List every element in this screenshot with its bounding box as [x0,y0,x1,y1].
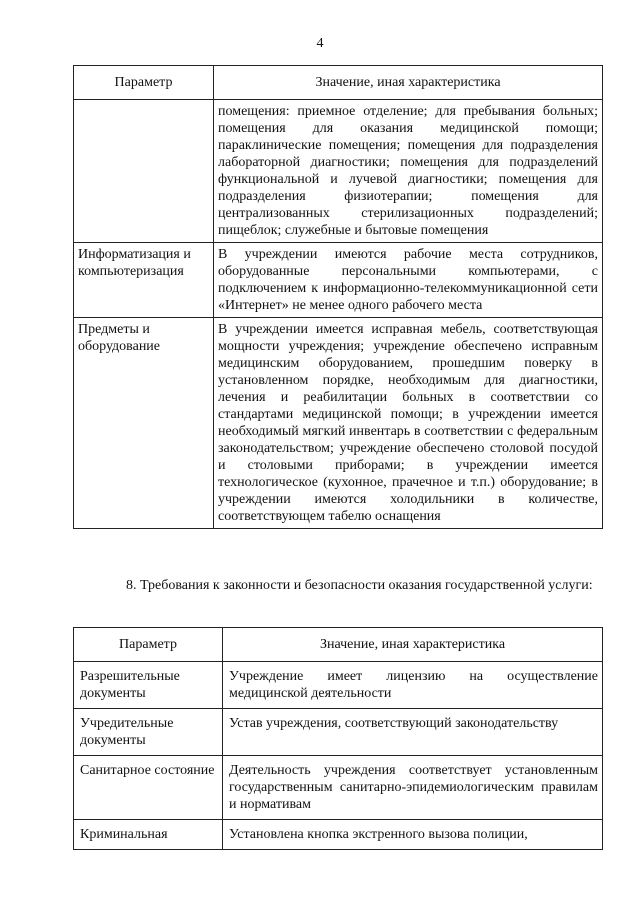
table-row [74,318,603,529]
row-value: Деятельность учреждения соответствует установленным государственным санитарно-эпидемиологическим правилам и нормативам [223,756,603,820]
table-row [74,662,603,709]
page-number: 4 [316,36,324,51]
table-row [74,243,603,318]
row-parameter [74,100,214,243]
header-value: Значение, иная характеристика [223,628,603,662]
row-parameter: Учредительные документы [74,709,223,756]
characteristics-table [73,65,603,529]
row-parameter: Криминальная [74,820,223,850]
row-parameter: Информатизация и компьютеризация [74,243,214,318]
table-header-row [74,628,603,662]
table-row [74,820,603,850]
row-parameter: Разрешительные документы [74,662,223,709]
table-row [74,100,603,243]
row-value: Учреждение имеет лицензию на осуществление медицинской деятельности [223,662,603,709]
table-row [74,756,603,820]
legality-table [73,627,603,850]
header-parameter: Параметр [74,66,214,100]
row-parameter: Предметы и оборудование [74,318,214,529]
row-value: помещения: приемное отделение; для пребывания больных; помещения для оказания медицинской помощи; параклинические помещения; помещения для подразделения лабораторной диагностики; помещения для подразделений функциональной и лучевой диагностики; помещения для подразделения физиотерапии; помещения для централизованных стерилизационных подразделений; пищеблок; служебные и бытовые помещения [214,100,603,243]
table-row [74,709,603,756]
row-value: Устав учреждения, соответствующий законодательству [223,709,603,756]
header-parameter: Параметр [74,628,223,662]
row-parameter: Санитарное состояние [74,756,223,820]
table-header-row [74,66,603,100]
row-value: В учреждении имеется исправная мебель, соответствующая мощности учреждения; учреждение обеспечено исправным медицинским оборудованием, прошедшим поверку в установленном порядке, необходимым для диагностики, лечения и реабилитации больных в соответствии со стандартами медицинской помощи; в учреждении имеется необходимый мягкий инвентарь в соответствии с федеральным законодательством; учреждение обеспечено столовой посудой и столовыми приборами; в учреждении имеется технологическое (кухонное, прачечное и т.п.) оборудование; в учреждении имеются холодильники в количестве, соответствующем табелю оснащения [214,318,603,529]
row-value: В учреждении имеются рабочие места сотрудников, оборудованные персональными компьютерами, с подключением к информационно-телекоммуникационной сети «Интернет» не менее одного рабочего места [214,243,603,318]
section-8-heading: 8. Требования к законности и безопасности оказания государственной услуги: [126,578,593,593]
row-value: Установлена кнопка экстренного вызова полиции, [223,820,603,850]
header-value: Значение, иная характеристика [214,66,603,100]
